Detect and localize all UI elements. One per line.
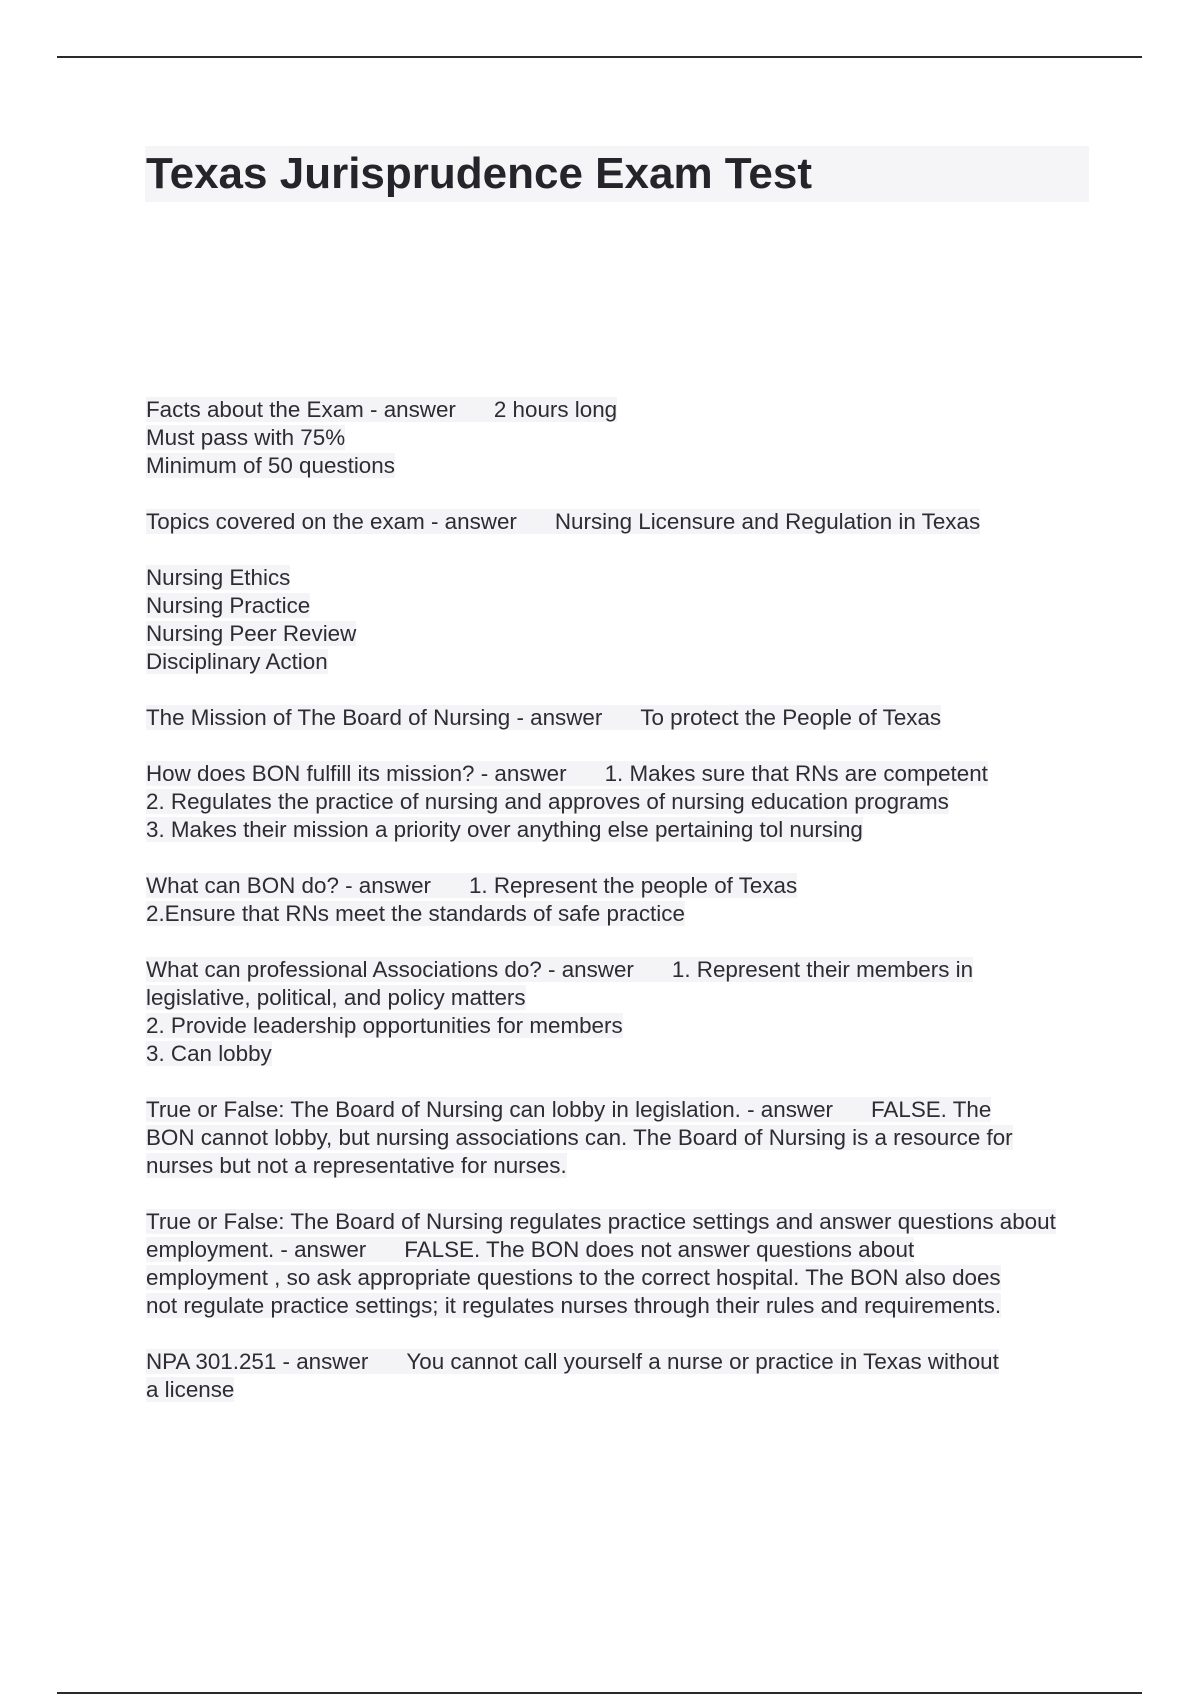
flashcard-question: What can professional Associations do? - answer xyxy=(146,957,634,982)
flashcard-answer: 1. Represent their members in xyxy=(671,957,974,982)
answer-line: Disciplinary Action xyxy=(146,649,328,674)
flashcard-answer: To protect the People of Texas xyxy=(640,705,942,730)
flashcard-item xyxy=(146,1348,1090,1404)
flashcard-answer: FALSE. The BON does not answer questions about xyxy=(404,1237,915,1262)
flashcard-question: Topics covered on the exam - answer xyxy=(146,509,517,534)
flashcard-item xyxy=(146,396,1090,480)
document-title: Texas Jurisprudence Exam Test xyxy=(146,149,812,198)
flashcard-question: What can BON do? - answer xyxy=(146,873,431,898)
answer-line: a license xyxy=(146,1377,235,1402)
flashcard-question: NPA 301.251 - answer xyxy=(146,1349,369,1374)
flashcard-answer: You cannot call yourself a nurse or practice in Texas without xyxy=(406,1349,999,1374)
answer-line: BON cannot lobby, but nursing associations can. The Board of Nursing is a resource for xyxy=(146,1125,1013,1150)
answer-line: Minimum of 50 questions xyxy=(146,453,395,478)
flashcard-item xyxy=(146,872,1090,928)
answer-line: not regulate practice settings; it regulates nurses through their rules and requirements. xyxy=(146,1293,1002,1318)
footer-rule xyxy=(57,1692,1142,1694)
flashcard-list xyxy=(146,396,1090,1432)
flashcard-item xyxy=(146,956,1090,1068)
flashcard-question: The Mission of The Board of Nursing - answer xyxy=(146,705,603,730)
answer-line: Must pass with 75% xyxy=(146,425,346,450)
answer-line: 2. Regulates the practice of nursing and approves of nursing education programs xyxy=(146,789,949,814)
flashcard-question: How does BON fulfill its mission? - answer xyxy=(146,761,567,786)
answer-line: Nursing Practice xyxy=(146,593,311,618)
answer-line: nurses but not a representative for nurses. xyxy=(146,1153,567,1178)
flashcard-question: True or False: The Board of Nursing can lobby in legislation. - answer xyxy=(146,1097,833,1122)
answer-line: Nursing Ethics xyxy=(146,565,291,590)
answer-line: 2.Ensure that RNs meet the standards of safe practice xyxy=(146,901,685,926)
header-rule xyxy=(57,56,1142,58)
flashcard-answer: FALSE. The xyxy=(870,1097,992,1122)
answer-line: legislative, political, and policy matters xyxy=(146,985,526,1010)
flashcard-item xyxy=(146,1208,1090,1320)
flashcard-answer: 2 hours long xyxy=(493,397,618,422)
answer-line: 2. Provide leadership opportunities for members xyxy=(146,1013,623,1038)
flashcard-answer: Nursing Licensure and Regulation in Texas xyxy=(554,509,981,534)
flashcard-item xyxy=(146,508,1090,676)
answer-line: 3. Makes their mission a priority over anything else pertaining tol nursing xyxy=(146,817,863,842)
flashcard-item xyxy=(146,760,1090,844)
answer-line: employment , so ask appropriate questions to the correct hospital. The BON also does xyxy=(146,1265,1001,1290)
flashcard-answer: 1. Represent the people of Texas xyxy=(468,873,798,898)
answer-line: 3. Can lobby xyxy=(146,1041,272,1066)
answer-line: Nursing Peer Review xyxy=(146,621,357,646)
flashcard-answer: 1. Makes sure that RNs are competent xyxy=(604,761,988,786)
flashcard-item xyxy=(146,1096,1090,1180)
flashcard-item xyxy=(146,704,1090,732)
flashcard-question: Facts about the Exam - answer xyxy=(146,397,456,422)
flashcard-question: True or False: The Board of Nursing regulates practice settings and answer questions about employment. - answer xyxy=(146,1209,1056,1262)
